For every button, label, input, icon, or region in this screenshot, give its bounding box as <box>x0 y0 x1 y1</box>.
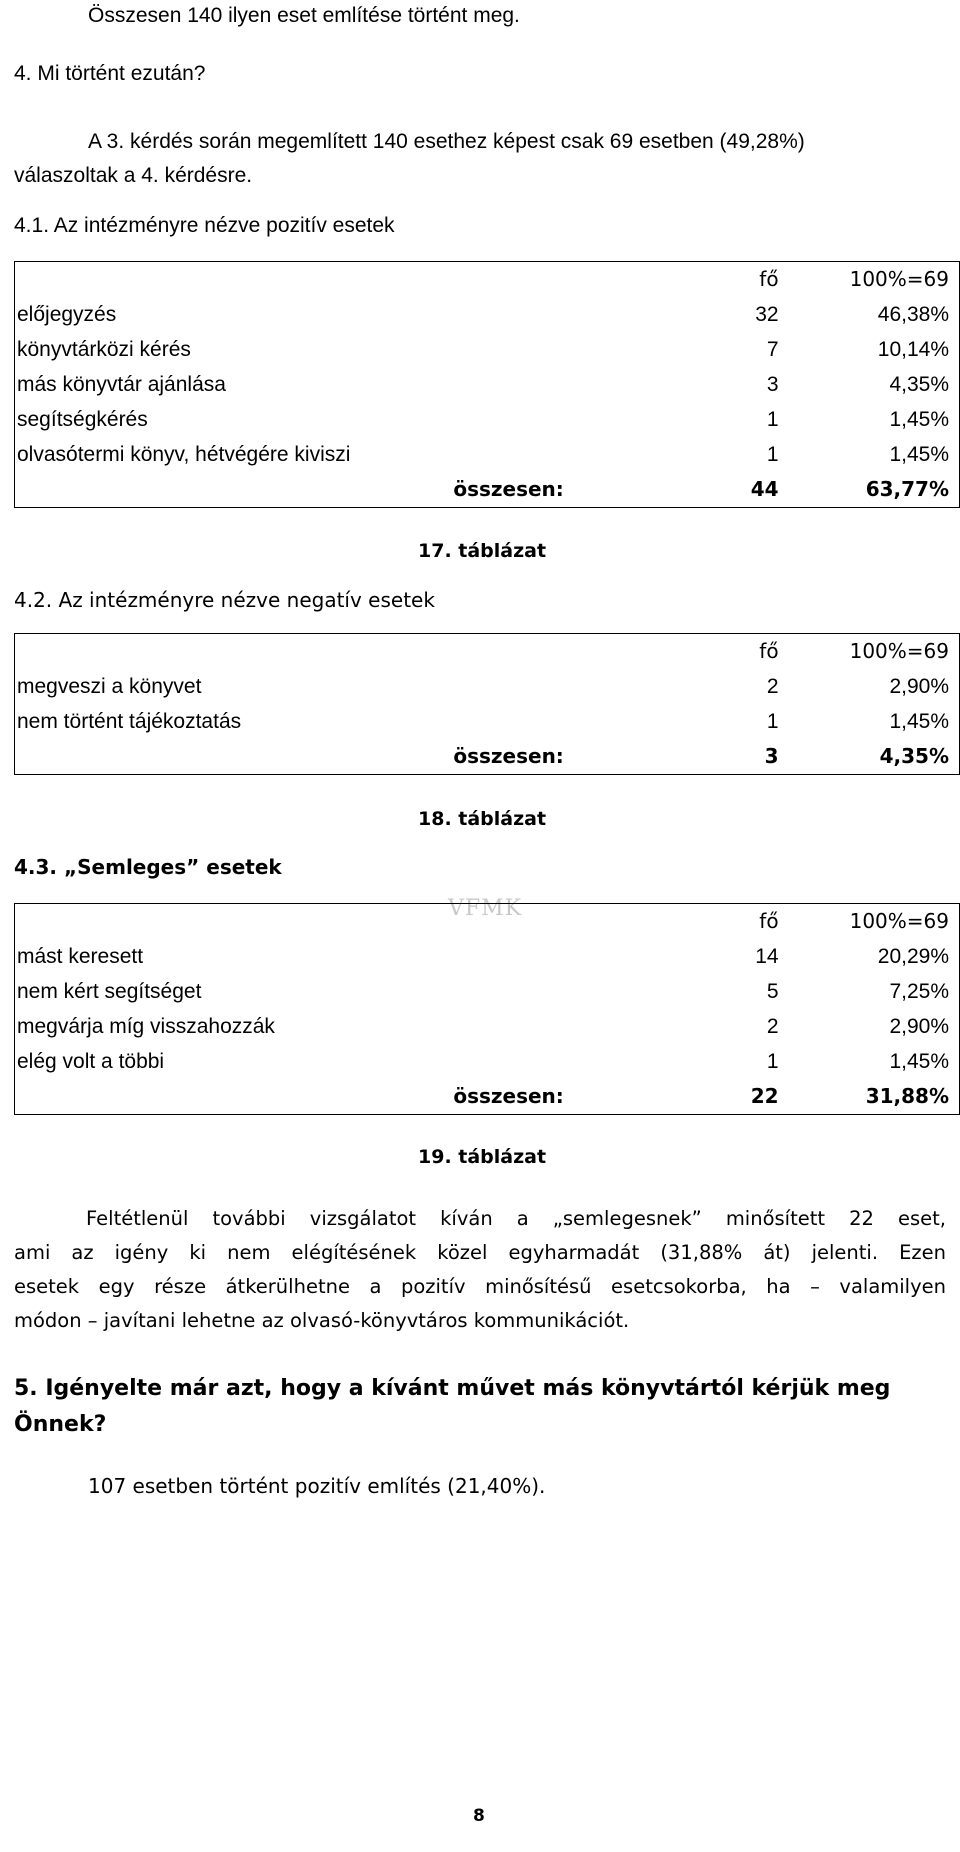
table-total-row <box>15 472 960 508</box>
row-label: olvasótermi könyv, hétvégére kiviszi <box>17 443 351 466</box>
total-fo: 3 <box>764 744 779 768</box>
row-pct: 46,38% <box>877 303 949 326</box>
row-fo: 5 <box>766 980 779 1003</box>
table-row <box>15 332 960 367</box>
table-19 <box>14 903 960 1115</box>
row-pct: 20,29% <box>877 945 949 968</box>
row-label: előjegyzés <box>17 303 117 326</box>
row-pct: 1,45% <box>889 1050 949 1073</box>
header-fo: fő <box>759 639 779 663</box>
table-total-row <box>15 739 960 775</box>
row-label: mást keresett <box>17 945 144 968</box>
table-17-caption: 17. táblázat <box>418 540 547 562</box>
row-label: nem kért segítséget <box>17 980 202 1003</box>
row-pct: 4,35% <box>889 373 949 396</box>
row-label: könyvtárközi kérés <box>17 338 191 361</box>
table-header-row <box>15 904 960 940</box>
row-label: megveszi a könyvet <box>17 675 202 698</box>
total-fo: 22 <box>750 1084 779 1108</box>
section-5-heading-line1: 5. Igényelte már azt, hogy a kívánt művet más könyvtártól kérjük meg <box>14 1376 891 1401</box>
question-4-heading: 4. Mi történt ezután? <box>14 62 206 85</box>
table-18-caption: 18. táblázat <box>418 808 547 830</box>
header-pct: 100%=69 <box>849 639 949 663</box>
row-pct: 1,45% <box>889 443 949 466</box>
total-label: összesen: <box>453 744 564 768</box>
row-fo: 14 <box>755 945 779 968</box>
page-number: 8 <box>473 1806 485 1826</box>
row-pct: 1,45% <box>889 710 949 733</box>
table-row <box>15 1044 960 1079</box>
total-label: összesen: <box>453 1084 564 1108</box>
paragraph-line: módon – javítani lehetne az olvasó-könyvtáros kommunikációt. <box>14 1309 630 1332</box>
table-header-row <box>15 262 960 298</box>
row-pct: 2,90% <box>889 675 949 698</box>
table-header-row <box>15 634 960 670</box>
row-label: más könyvtár ajánlása <box>17 373 226 396</box>
row-label: megvárja míg visszahozzák <box>17 1015 275 1038</box>
question-4-text-line1: A 3. kérdés során megemlített 140 esethez képest csak 69 esetben (49,28%) <box>88 130 805 153</box>
row-pct: 2,90% <box>889 1015 949 1038</box>
table-row <box>15 974 960 1009</box>
row-label: segítségkérés <box>17 408 148 431</box>
table-row <box>15 367 960 402</box>
table-row <box>15 437 960 472</box>
section-4-1-heading: 4.1. Az intézményre nézve pozitív esetek <box>14 214 395 237</box>
row-fo: 1 <box>766 710 779 733</box>
table-row <box>15 297 960 332</box>
table-row <box>15 939 960 974</box>
total-label: összesen: <box>453 477 564 501</box>
row-fo: 2 <box>766 1015 779 1038</box>
row-fo: 1 <box>766 443 779 466</box>
row-label: elég volt a többi <box>17 1050 165 1073</box>
total-fo: 44 <box>750 477 779 501</box>
header-fo: fő <box>759 267 779 291</box>
paragraph-line: esetek egy része átkerülhetne a pozitív minősítésű esetcsokorba, ha – valamilyen <box>14 1275 946 1298</box>
header-fo: fő <box>759 909 779 933</box>
section-4-3-heading: 4.3. „Semleges” esetek <box>14 855 282 879</box>
row-pct: 1,45% <box>889 408 949 431</box>
total-mentions-text: Összesen 140 ilyen eset említése történt meg. <box>88 4 520 27</box>
row-fo: 32 <box>755 303 779 326</box>
row-fo: 3 <box>766 373 779 396</box>
total-pct: 63,77% <box>865 477 949 501</box>
header-pct: 100%=69 <box>849 909 949 933</box>
table-row <box>15 704 960 739</box>
paragraph-line: Feltétlenül további vizsgálatot kíván a „semlegesnek” minősített 22 eset, <box>86 1207 946 1230</box>
table-17 <box>14 261 960 508</box>
vfmk-watermark: VFMK <box>448 896 523 921</box>
row-fo: 7 <box>766 338 779 361</box>
table-18 <box>14 633 960 775</box>
row-pct: 10,14% <box>877 338 949 361</box>
section-5-heading-line2: Önnek? <box>14 1412 107 1437</box>
table-row <box>15 669 960 704</box>
section-4-2-heading: 4.2. Az intézményre nézve negatív esetek <box>14 588 435 612</box>
row-label: nem történt tájékoztatás <box>17 710 242 733</box>
row-pct: 7,25% <box>889 980 949 1003</box>
row-fo: 1 <box>766 408 779 431</box>
row-fo: 1 <box>766 1050 779 1073</box>
discussion-paragraph <box>14 1202 946 1338</box>
table-19-caption: 19. táblázat <box>418 1146 547 1168</box>
header-pct: 100%=69 <box>849 267 949 291</box>
paragraph-line: ami az igény ki nem elégítésének közel egyharmadát (31,88% át) jelenti. Ezen <box>14 1241 946 1264</box>
table-row <box>15 1009 960 1044</box>
row-fo: 2 <box>766 675 779 698</box>
table-total-row <box>15 1079 960 1115</box>
question-4-text-line2: válaszoltak a 4. kérdésre. <box>14 164 253 187</box>
total-pct: 4,35% <box>879 744 949 768</box>
table-row <box>15 402 960 437</box>
total-pct: 31,88% <box>865 1084 949 1108</box>
section-5-text: 107 esetben történt pozitív említés (21,40%). <box>88 1474 546 1498</box>
